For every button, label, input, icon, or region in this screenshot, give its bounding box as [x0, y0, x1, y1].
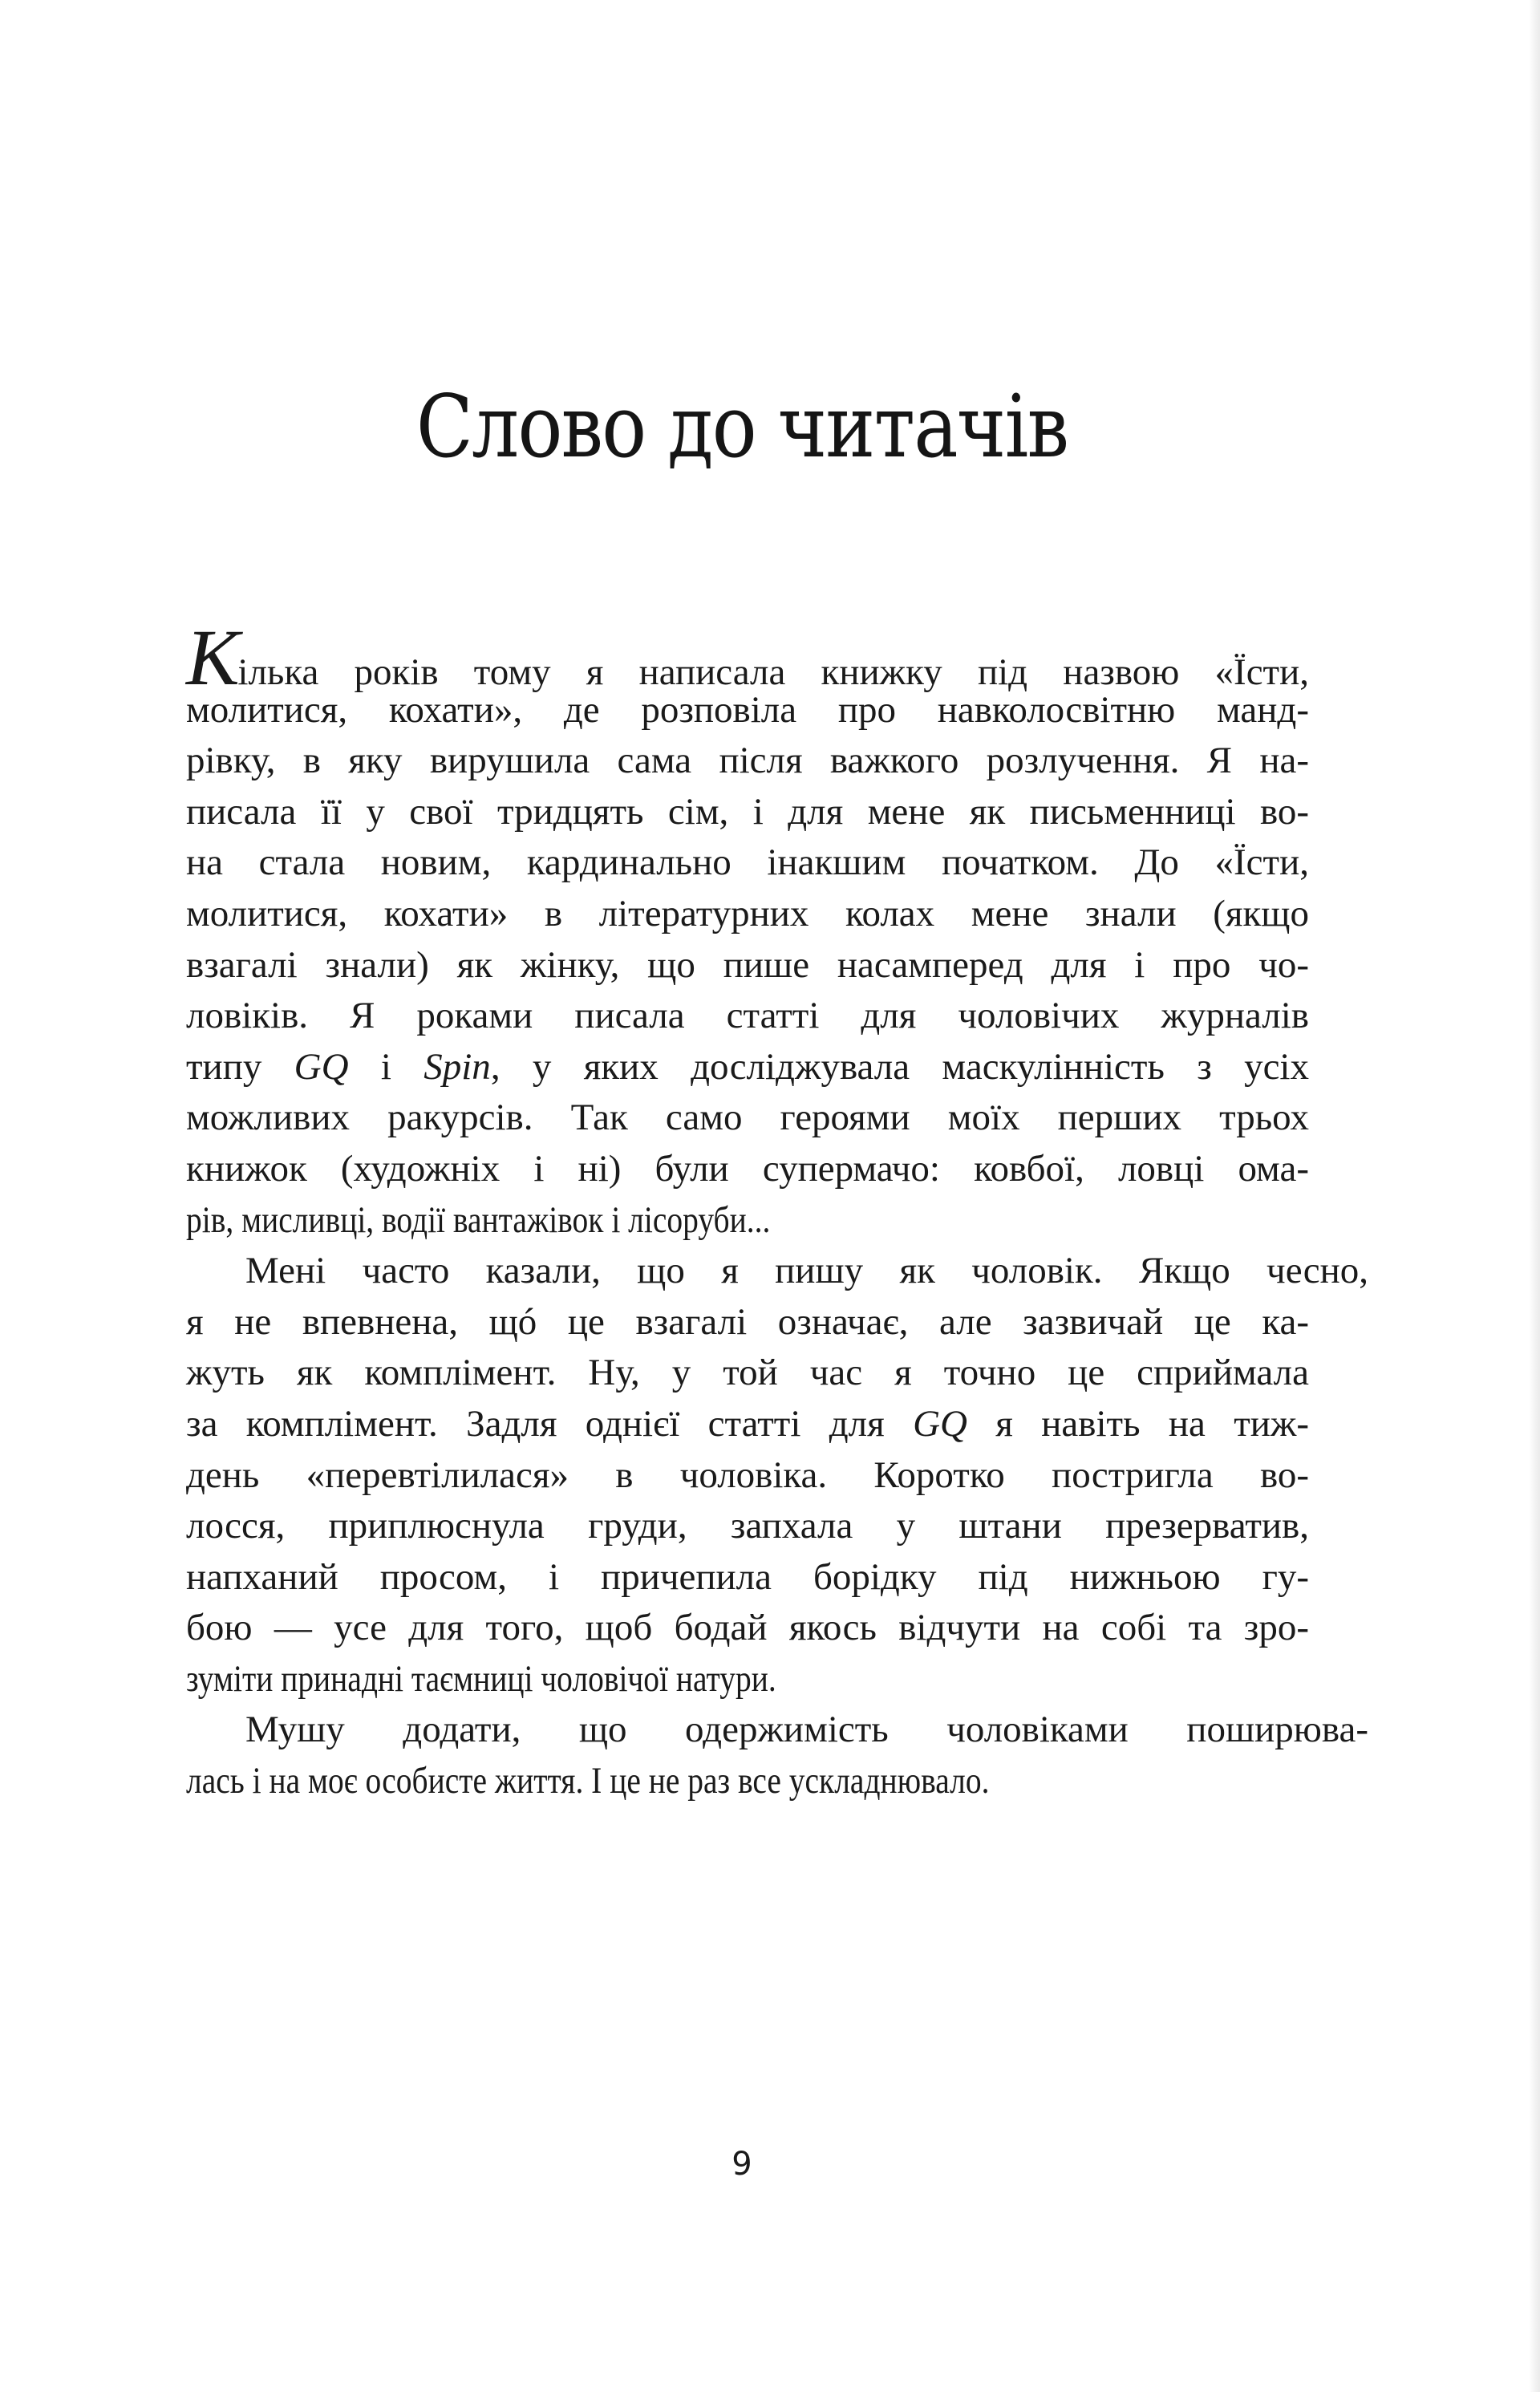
italic-title: Spin — [424, 1045, 491, 1088]
text-line: взагалі знали) як жінку, що пише насамперед для і про чо- — [186, 943, 1309, 986]
text-line: зуміти принадні таємниці чоловічої натури. — [186, 1657, 776, 1700]
text-line: бою — усе для того, щоб бодай якось відчути на собі та зро- — [186, 1607, 1309, 1649]
text-line: книжок (художніх і ні) були супермачо: ковбої, ловці ома- — [186, 1147, 1309, 1190]
text-line: день «перевтілилася» в чоловіка. Коротко постригла во- — [186, 1453, 1309, 1496]
text-line: я не впевнена, щó це взагалі означає, але зазвичай це ка- — [186, 1300, 1309, 1343]
page-number: 9 — [732, 2146, 752, 2183]
text-line: писала її у свої тридцять сім, і для мене як письменниці во- — [186, 790, 1309, 833]
text-line: можливих ракурсів. Так само героями моїх перших трьох — [186, 1097, 1309, 1139]
paragraph — [186, 1705, 1368, 1806]
italic-title: GQ — [294, 1045, 349, 1088]
paragraph — [186, 613, 1309, 1246]
paragraph — [186, 1246, 1368, 1705]
text-line: молитися, кохати», де розповіла про навколосвітню манд- — [186, 688, 1309, 731]
text-line: молитися, кохати» в літературних колах мене знали (якщо — [186, 892, 1309, 935]
text-line: на стала новим, кардинально інакшим початком. До «Їсти, — [186, 841, 1309, 884]
text-line: лосся, приплюснула груди, запхала у штани презерватив, — [186, 1505, 1309, 1547]
text-line: рів, мисливці, водії вантажівок і лісоруби... — [186, 1198, 771, 1241]
drop-cap: К — [186, 613, 240, 702]
text-line: типу GQ і Spin, у яких досліджувала маскулінність з усіх — [186, 1045, 1309, 1088]
text-line: жуть як комплімент. Ну, у той час я точно це сприймала — [186, 1352, 1309, 1394]
text-line: рівку, в яку вирушила сама після важкого розлучення. Я на- — [186, 740, 1309, 782]
text-line: ловіків. Я роками писала статті для чоловічих журналів — [186, 995, 1309, 1037]
text-line: напханий просом, і причепила борідку під нижньою гу- — [186, 1555, 1309, 1598]
chapter-body — [186, 613, 1368, 1807]
text-line: Мушу додати, що одержимість чоловіками поширюва- — [245, 1709, 1368, 1751]
italic-title: GQ — [913, 1402, 967, 1445]
text-line: Кілька років тому я написала книжку під назвою «Їсти, — [186, 613, 1309, 702]
text-line: Мені часто казали, що я пишу як чоловік. Якщо чесно, — [245, 1250, 1368, 1292]
chapter-title: Слово до читачів — [415, 377, 1068, 477]
page-edge-shadow — [1529, 0, 1540, 2392]
text-line: лась і на моє особисте життя. І це не раз все ускладнювало. — [186, 1760, 990, 1802]
text-line: за комплімент. Задля однієї статті для GQ я навіть на тиж- — [186, 1402, 1310, 1445]
